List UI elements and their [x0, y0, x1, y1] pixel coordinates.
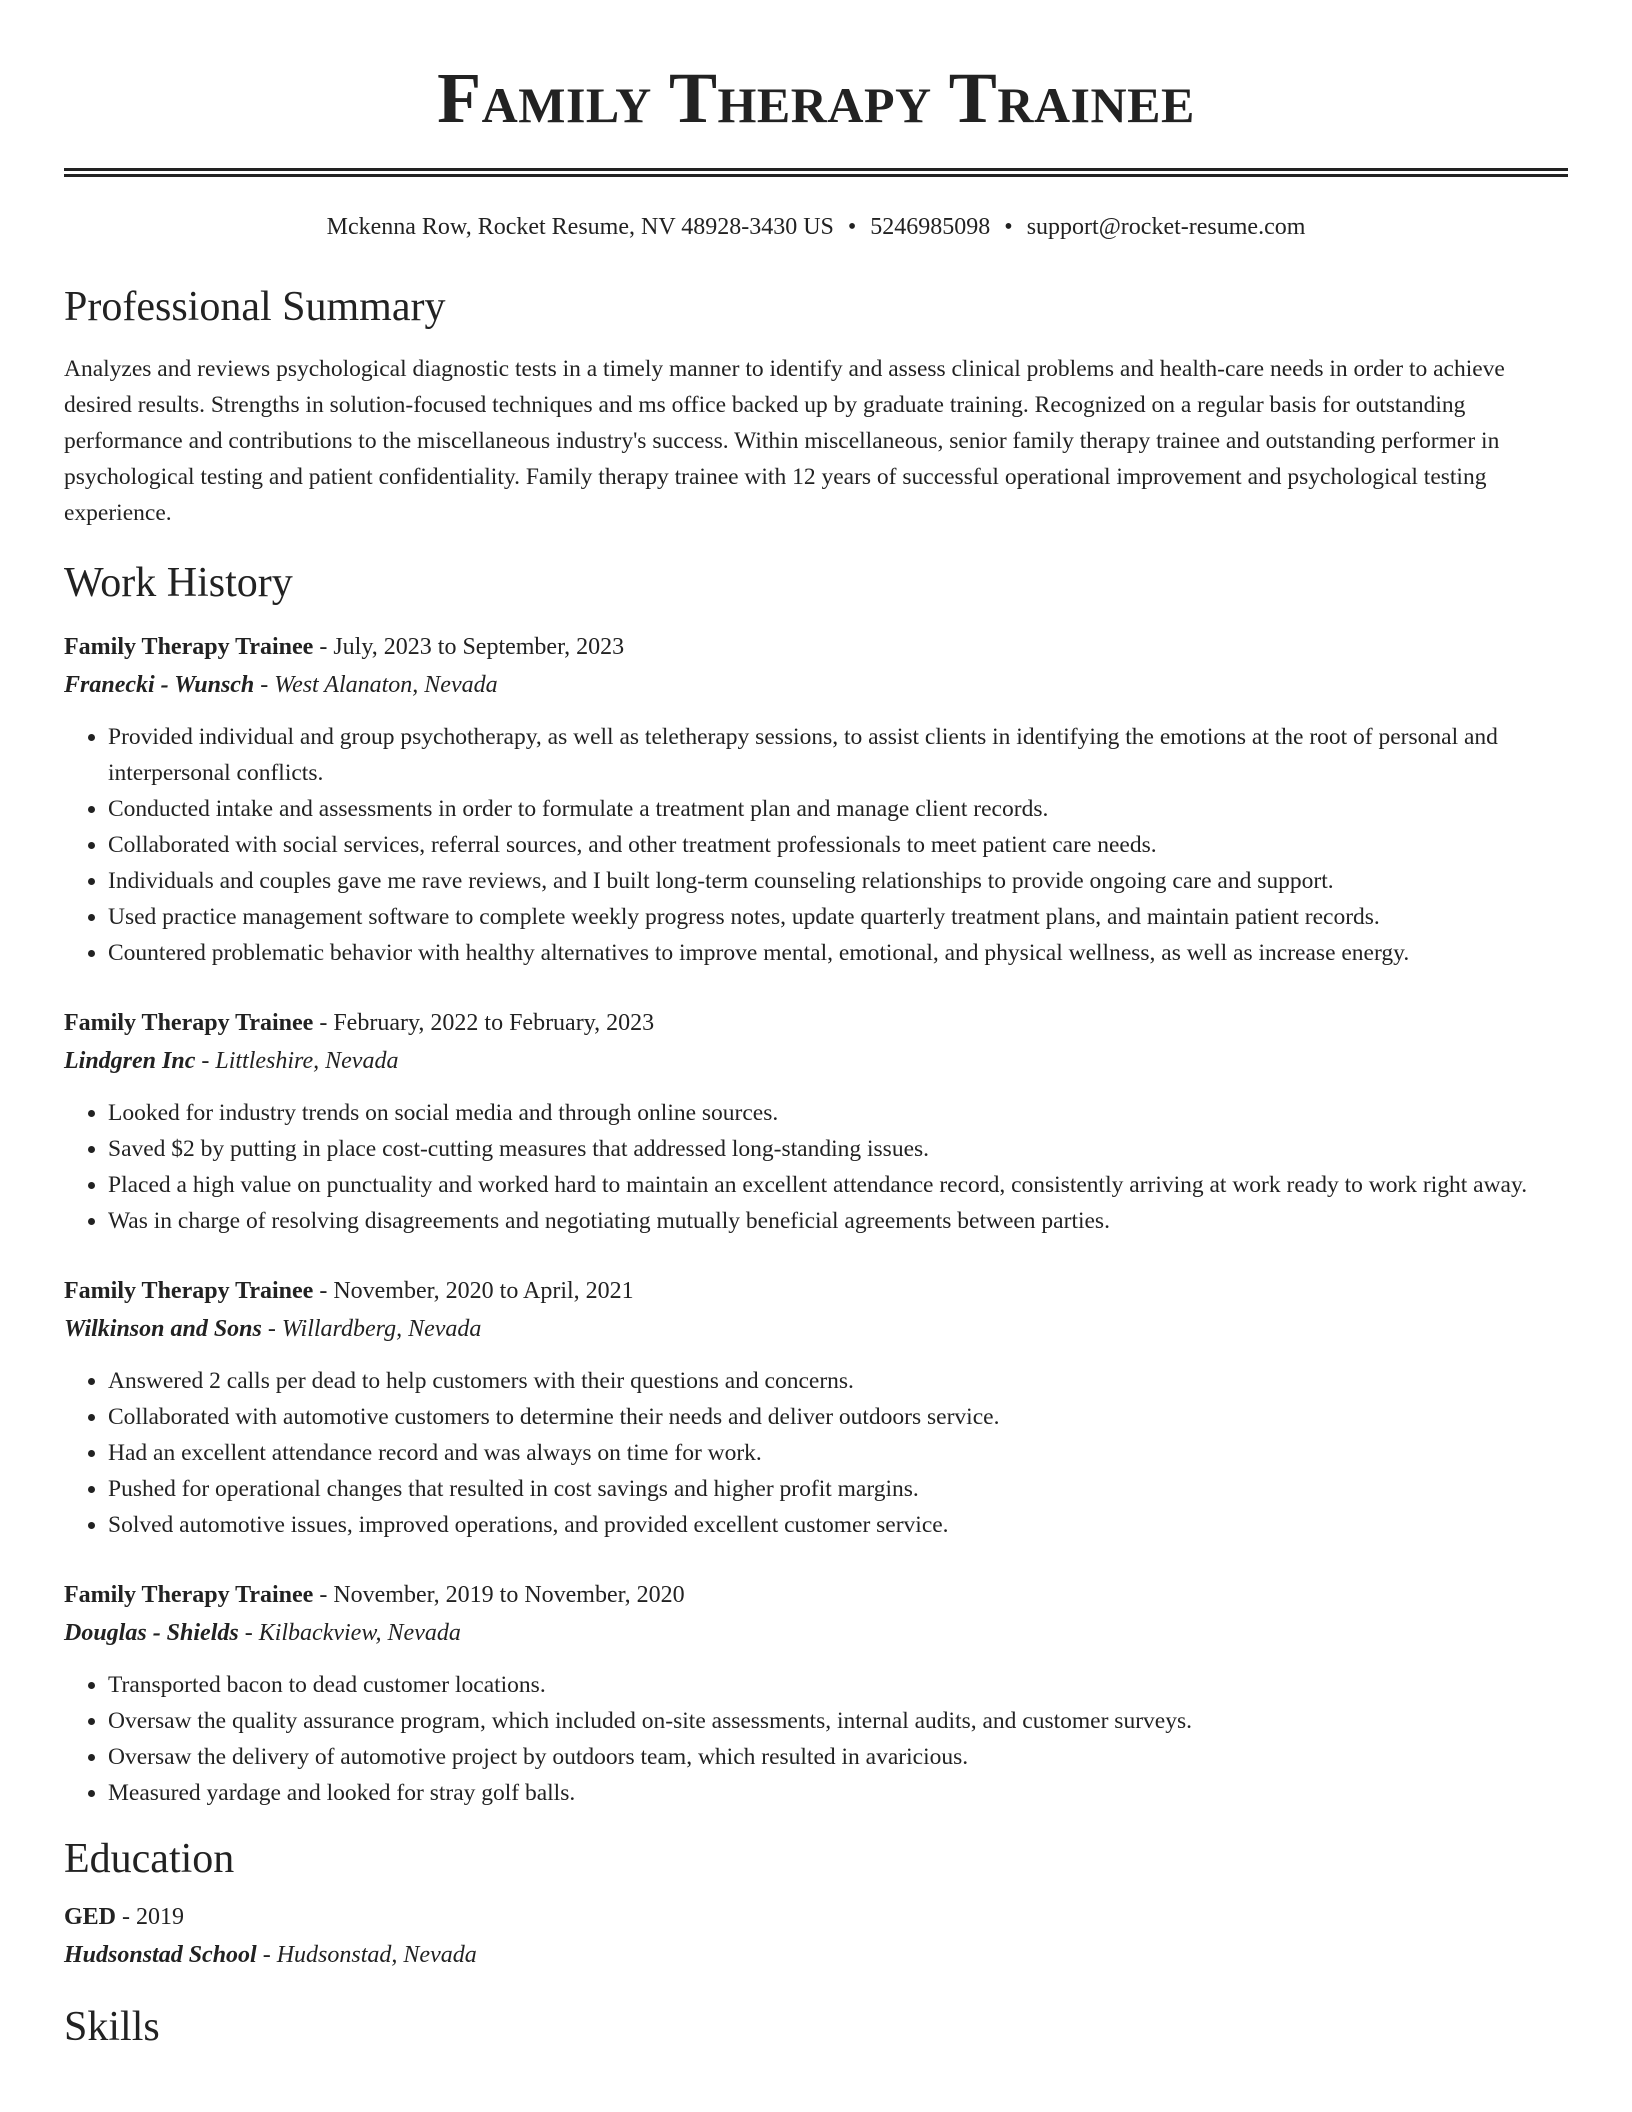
job-entry [64, 1577, 1568, 1811]
job-bullet: • Collaborated with automotive customers to determine their needs and deliver outdoors service. [108, 1399, 1568, 1435]
job-bullet: • Used practice management software to complete weekly progress notes, update quarterly treatment plans, and maintain patient records. [108, 899, 1568, 935]
job-entry [64, 1005, 1568, 1239]
contact-phone: 5246985098 [870, 214, 991, 240]
work-history-heading: Work History [64, 560, 293, 606]
job-bullets [64, 719, 1568, 971]
job-company: Wilkinson and Sons [64, 1316, 262, 1342]
job-location: - Willardberg, Nevada [261, 1316, 482, 1342]
job-company-line [64, 1613, 1568, 1653]
job-dates: - July, 2023 to September, 2023 [313, 634, 625, 660]
job-company: Franecki - Wunsch [64, 672, 255, 698]
job-title: Family Therapy Trainee [64, 1278, 314, 1304]
job-bullet: • Individuals and couples gave me rave reviews, and I built long-term counseling relationships to provide ongoing care and support. [108, 863, 1568, 899]
job-bullet: • Answered 2 calls per dead to help customers with their questions and concerns. [108, 1363, 1568, 1399]
contact-separator: • [1004, 214, 1013, 240]
job-company: Douglas - Shields [64, 1620, 239, 1646]
education-location: - Hudsonstad, Nevada [256, 1942, 477, 1968]
education-year: - 2019 [116, 1904, 185, 1930]
job-bullet: • Transported bacon to dead customer locations. [108, 1667, 1568, 1703]
summary-heading: Professional Summary [64, 284, 446, 330]
job-location: - Littleshire, Nevada [195, 1048, 399, 1074]
job-bullets [64, 1667, 1568, 1811]
job-bullet: • Countered problematic behavior with healthy alternatives to improve mental, emotional, and physical wellness, as well as increase energy. [108, 935, 1568, 971]
job-title-line [64, 1005, 1568, 1041]
job-bullet: • Was in charge of resolving disagreements and negotiating mutually beneficial agreements between parties. [108, 1203, 1568, 1239]
job-bullet: • Oversaw the delivery of automotive project by outdoors team, which resulted in avaricious. [108, 1739, 1568, 1775]
job-title-line [64, 629, 1568, 665]
job-company-line [64, 1041, 1568, 1081]
title-divider [64, 168, 1568, 177]
job-location: - Kilbackview, Nevada [238, 1620, 461, 1646]
job-dates: - February, 2022 to February, 2023 [313, 1010, 655, 1036]
resume-title: Family Therapy Trainee [437, 58, 1195, 138]
job-bullet: • Provided individual and group psychotherapy, as well as teletherapy sessions, to assist clients in identifying the emotions at the root of personal and interpersonal conflicts. [108, 719, 1568, 791]
skills-heading: Skills [64, 2004, 160, 2050]
job-title-line [64, 1577, 1568, 1613]
education-degree-line [64, 1899, 1568, 1935]
education-school-line [64, 1935, 1568, 1975]
job-company-line [64, 1309, 1568, 1349]
education-entry [64, 1899, 1568, 1975]
contact-address: Mckenna Row, Rocket Resume, NV 48928-3430 US [326, 214, 834, 240]
job-bullet: • Conducted intake and assessments in order to formulate a treatment plan and manage client records. [108, 791, 1568, 827]
summary-text: Analyzes and reviews psychological diagnostic tests in a timely manner to identify and assess clinical problems and health-care needs in order to achieve desired results. Strengths in solution-focused techniques and ms office backed up by graduate training. Recognized on a regular basis for outstanding performance and contributions to the miscellaneous industry's success. Within miscellaneous, senior family therapy trainee and outstanding performer in psychological testing and patient confidentiality. Family therapy trainee with 12 years of successful operational improvement and psychological testing experience. [64, 356, 1505, 526]
job-company-line [64, 665, 1568, 705]
job-bullets [64, 1363, 1568, 1543]
job-bullet: • Placed a high value on punctuality and worked hard to maintain an excellent attendance record, consistently arriving at work ready to work right away. [108, 1167, 1568, 1203]
job-entry [64, 629, 1568, 971]
job-bullet: • Had an excellent attendance record and was always on time for work. [108, 1435, 1568, 1471]
job-bullet: • Solved automotive issues, improved operations, and provided excellent customer service. [108, 1507, 1568, 1543]
contact-email: support@rocket-resume.com [1026, 214, 1306, 240]
job-bullet: • Looked for industry trends on social media and through online sources. [108, 1095, 1568, 1131]
job-entry [64, 1273, 1568, 1543]
job-bullet: • Measured yardage and looked for stray golf balls. [108, 1775, 1568, 1811]
education-school: Hudsonstad School [64, 1942, 257, 1968]
job-dates: - November, 2019 to November, 2020 [313, 1582, 685, 1608]
job-title-line [64, 1273, 1568, 1309]
job-bullet: • Collaborated with social services, referral sources, and other treatment professionals to meet patient care needs. [108, 827, 1568, 863]
job-bullet: • Saved $2 by putting in place cost-cutting measures that addressed long-standing issues. [108, 1131, 1568, 1167]
job-title: Family Therapy Trainee [64, 1582, 314, 1608]
job-bullet: • Pushed for operational changes that resulted in cost savings and higher profit margins. [108, 1471, 1568, 1507]
job-dates: - November, 2020 to April, 2021 [313, 1278, 634, 1304]
contact-separator: • [847, 214, 857, 240]
job-bullet: • Oversaw the quality assurance program, which included on-site assessments, internal audits, and customer surveys. [108, 1703, 1568, 1739]
job-title: Family Therapy Trainee [64, 1010, 314, 1036]
job-company: Lindgren Inc [64, 1048, 196, 1074]
job-bullets [64, 1095, 1568, 1239]
education-degree: GED [64, 1904, 117, 1930]
job-title: Family Therapy Trainee [64, 634, 314, 660]
education-heading: Education [64, 1836, 235, 1882]
job-location: - West Alanaton, Nevada [254, 672, 498, 698]
contact-line [64, 211, 1568, 243]
